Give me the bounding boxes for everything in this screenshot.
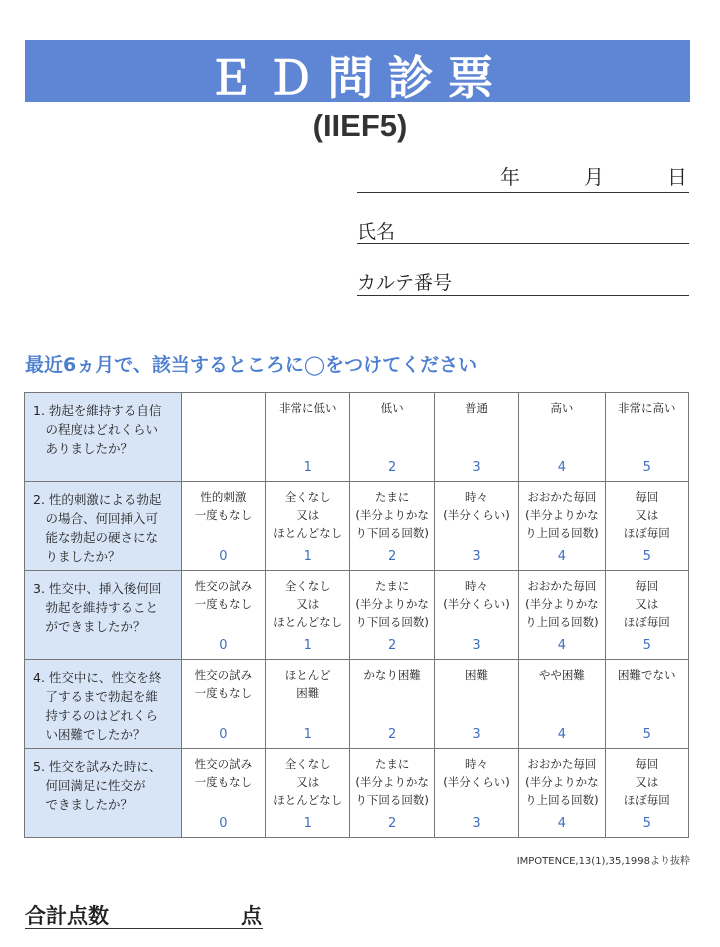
answer-option-cell[interactable]: [434, 660, 518, 749]
page-subtitle: (IIEF5): [312, 108, 408, 143]
option-score: 3: [472, 460, 481, 475]
option-score: 5: [642, 460, 651, 475]
option-score: 0: [219, 816, 228, 831]
option-label: 毎回 又は ほぼ毎回: [623, 579, 670, 629]
answer-option-cell[interactable]: [266, 660, 350, 749]
option-score: 1: [303, 816, 312, 831]
option-label: [182, 393, 265, 399]
name-label: 氏名: [357, 221, 396, 243]
answer-option-cell[interactable]: [266, 482, 350, 571]
option-label: 困難でない: [618, 668, 676, 682]
question-text: 5. 性交を試みた時に、 何回満足に性交が できましたか？: [25, 749, 182, 838]
option-score: 2: [388, 638, 397, 653]
option-score: 1: [303, 549, 312, 564]
month-label: 月: [584, 165, 604, 189]
option-score: 4: [557, 727, 567, 742]
option-score: 5: [642, 638, 651, 653]
option-score: 0: [219, 638, 228, 653]
answer-option-cell[interactable]: [605, 482, 688, 571]
question-text: 1. 勃起を維持する自信 の程度はどれくらい ありましたか？: [25, 393, 182, 482]
option-score: 2: [388, 727, 397, 742]
option-label: ほとんど 困難: [284, 668, 331, 700]
answer-option-cell[interactable]: [350, 749, 434, 838]
option-score: 2: [388, 549, 397, 564]
option-score: 2: [388, 460, 397, 475]
option-label: 非常に高い: [618, 401, 676, 415]
option-label: 性的刺激 一度もなし: [194, 490, 253, 522]
option-label: 時々 (半分くらい): [443, 757, 510, 789]
day-label: 日: [667, 165, 687, 189]
answer-option-cell[interactable]: [605, 660, 688, 749]
answer-option-cell[interactable]: [434, 749, 518, 838]
answer-option-cell[interactable]: [434, 571, 518, 660]
answer-option-cell[interactable]: [181, 660, 265, 749]
option-score: 0: [219, 549, 228, 564]
option-label: 全くなし 又は ほとんどなし: [273, 490, 343, 540]
answer-option-cell[interactable]: [181, 749, 265, 838]
answer-option-cell[interactable]: [519, 660, 605, 749]
option-label: 時々 (半分くらい): [443, 490, 510, 522]
answer-option-cell[interactable]: [181, 393, 265, 482]
option-label: おおかた毎回 (半分よりかな り上回る回数): [525, 757, 599, 807]
option-label: 毎回 又は ほぼ毎回: [623, 490, 670, 540]
answer-option-cell[interactable]: [181, 482, 265, 571]
answer-option-cell[interactable]: [350, 571, 434, 660]
answer-option-cell[interactable]: [434, 393, 518, 482]
karte-number-field[interactable]: [357, 268, 689, 296]
questionnaire-table: [24, 392, 689, 838]
option-label: たまに (半分よりかな り下回る回数): [355, 579, 429, 629]
option-label: 性交の試み 一度もなし: [194, 757, 253, 789]
option-label: 時々 (半分くらい): [443, 579, 510, 611]
source-citation: IMPOTENCE,13(1),35,1998より抜粋: [516, 856, 690, 867]
answer-option-cell[interactable]: [266, 393, 350, 482]
answer-option-cell[interactable]: [350, 660, 434, 749]
option-score: 1: [303, 638, 312, 653]
question-row: [25, 749, 689, 838]
option-label: 困難: [465, 668, 489, 682]
option-label: たまに (半分よりかな り下回る回数): [355, 757, 429, 807]
title-banner: [25, 40, 690, 105]
total-score-field[interactable]: [25, 900, 263, 929]
option-label: 低い: [380, 401, 404, 415]
answer-option-cell[interactable]: [519, 749, 605, 838]
answer-option-cell[interactable]: [350, 393, 434, 482]
option-label: おおかた毎回 (半分よりかな り上回る回数): [525, 579, 599, 629]
answer-option-cell[interactable]: [350, 482, 434, 571]
option-score: 0: [219, 727, 228, 742]
answer-option-cell[interactable]: [519, 482, 605, 571]
answer-option-cell[interactable]: [519, 393, 605, 482]
option-score: 5: [642, 727, 651, 742]
option-label: かなり困難: [363, 668, 421, 682]
option-score: 3: [472, 727, 481, 742]
option-score: 4: [557, 638, 567, 653]
option-label: 性交の試み 一度もなし: [194, 579, 253, 611]
name-field[interactable]: [357, 217, 689, 244]
option-label: たまに (半分よりかな り下回る回数): [355, 490, 429, 540]
answer-option-cell[interactable]: [181, 571, 265, 660]
question-row: [25, 660, 689, 749]
option-score: 3: [472, 549, 481, 564]
option-score: 3: [472, 816, 481, 831]
option-score: 1: [303, 460, 312, 475]
question-text: 4. 性交中に、性交を終 了するまで勃起を維 持するのはどれくら い困難でしたか？: [25, 660, 182, 749]
option-score: 4: [557, 460, 567, 475]
question-text: 3. 性交中、挿入後何回 勃起を維持すること ができましたか？: [25, 571, 182, 660]
page-title: ＥＤ問診票: [207, 51, 508, 105]
total-score-label: 合計点数: [25, 904, 109, 928]
answer-option-cell[interactable]: [605, 749, 688, 838]
option-score: 5: [642, 549, 651, 564]
option-label: 高い: [550, 401, 574, 415]
year-label: 年: [500, 165, 520, 189]
answer-option-cell[interactable]: [266, 571, 350, 660]
answer-option-cell[interactable]: [266, 749, 350, 838]
option-label: 性交の試み 一度もなし: [194, 668, 253, 700]
date-field[interactable]: [357, 165, 689, 193]
question-row: [25, 393, 689, 482]
answer-option-cell[interactable]: [605, 571, 688, 660]
option-score: 1: [303, 727, 312, 742]
answer-option-cell[interactable]: [434, 482, 518, 571]
answer-option-cell[interactable]: [519, 571, 605, 660]
question-text: 2. 性的刺激による勃起 の場合、何回挿入可 能な勃起の硬さにな りましたか？: [25, 482, 182, 571]
option-score: 5: [642, 816, 651, 831]
option-score: 4: [557, 816, 567, 831]
option-label: おおかた毎回 (半分よりかな り上回る回数): [525, 490, 599, 540]
question-row: [25, 482, 689, 571]
option-label: 非常に低い: [279, 401, 337, 415]
option-score: 2: [388, 816, 397, 831]
option-score: 3: [472, 638, 481, 653]
instruction-text: 最近6ヵ月で、該当するところに◯をつけてください: [25, 354, 478, 376]
option-label: 全くなし 又は ほとんどなし: [273, 757, 343, 807]
option-label: 毎回 又は ほぼ毎回: [623, 757, 670, 807]
total-score-unit: 点: [241, 904, 262, 928]
question-row: [25, 571, 689, 660]
option-label: 全くなし 又は ほとんどなし: [273, 579, 343, 629]
option-label: やや困難: [538, 668, 585, 682]
karte-label: カルテ番号: [357, 272, 453, 294]
option-label: 普通: [465, 401, 489, 415]
option-score: 4: [557, 549, 567, 564]
answer-option-cell[interactable]: [605, 393, 688, 482]
